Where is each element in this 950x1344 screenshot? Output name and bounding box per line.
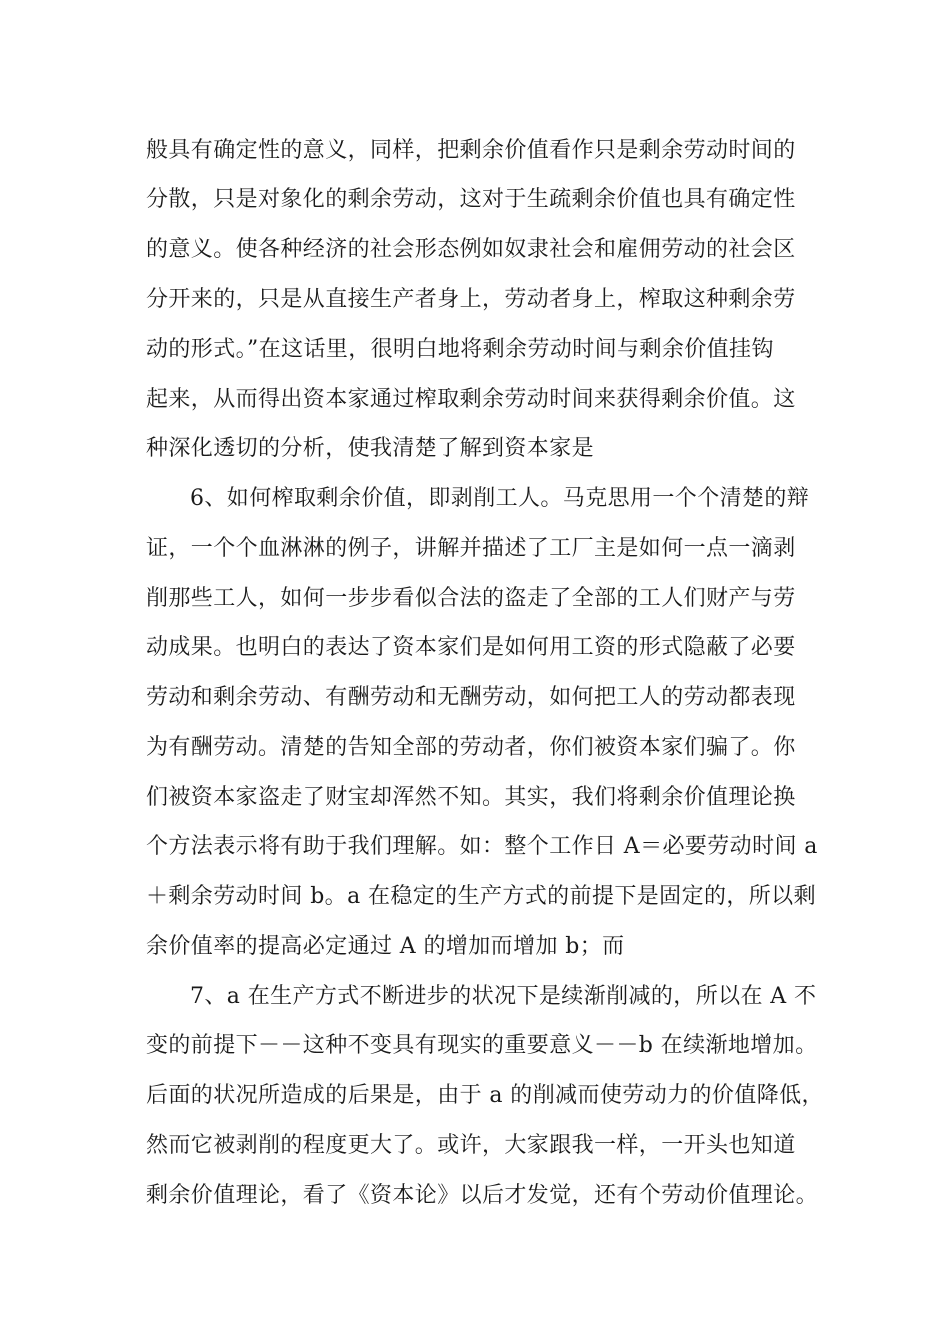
text-line: 般具有确定性的意义，同样，把剩余价值看作只是剩余劳动时间的 — [146, 138, 796, 163]
text-line: 分开来的，只是从直接生产者身上，劳动者身上，榨取这种剩余劳 — [146, 287, 796, 312]
text-line: 劳动和剩余劳动、有酬劳动和无酬劳动，如何把工人的劳动都表现 — [146, 685, 796, 710]
text-line: 分散，只是对象化的剩余劳动，这对于生疏剩余价值也具有确定性 — [146, 187, 796, 212]
text-line: 余价值率的提高必定通过 A 的增加而增加 b；而 — [146, 934, 625, 959]
text-line: 动成果。也明白的表达了资本家们是如何用工资的形式隐蔽了必要 — [146, 635, 796, 660]
text-line: 剩余价值理论，看了《资本论》以后才发觉，还有个劳动价值理论。 — [146, 1183, 819, 1208]
text-line: 7、a 在生产方式不断进步的状况下是续渐削减的，所以在 A 不 — [190, 984, 817, 1009]
text-line: 为有酬劳动。清楚的告知全部的劳动者，你们被资本家们骗了。你 — [146, 735, 796, 760]
text-line: 削那些工人，如何一步步看似合法的盗走了全部的工人们财产与劳 — [146, 586, 796, 611]
text-line: 证，一个个血淋淋的例子，讲解并描述了工厂主是如何一点一滴剥 — [146, 536, 796, 561]
text-line: 后面的状况所造成的后果是，由于 a 的削减而使劳动力的价值降低， — [146, 1083, 824, 1108]
text-line: 种深化透切的分析，使我清楚了解到资本家是 — [146, 436, 595, 461]
text-line: 的意义。使各种经济的社会形态例如奴隶社会和雇佣劳动的社会区 — [146, 237, 796, 262]
text-line: 变的前提下－－这种不变具有现实的重要意义－－b 在续渐地增加。 — [146, 1033, 818, 1058]
text-line: 然而它被剥削的程度更大了。或许，大家跟我一样，一开头也知道 — [146, 1133, 796, 1158]
text-line: 起来，从而得出资本家通过榨取剩余劳动时间来获得剩余价值。这 — [146, 387, 796, 412]
text-line: ＋剩余劳动时间 b。a 在稳定的生产方式的前提下是固定的，所以剩 — [146, 884, 816, 909]
text-line: 们被资本家盗走了财宝却浑然不知。其实，我们将剩余价值理论换 — [146, 785, 796, 810]
text-line: 个方法表示将有助于我们理解。如：整个工作日 A＝必要劳动时间 a — [146, 834, 818, 859]
text-line: 6、如何榨取剩余价值，即剥削工人。马克思用一个个清楚的辩 — [190, 486, 810, 511]
text-line: 动的形式。”在这话里，很明白地将剩余劳动时间与剩余价值挂钩 — [146, 337, 774, 362]
